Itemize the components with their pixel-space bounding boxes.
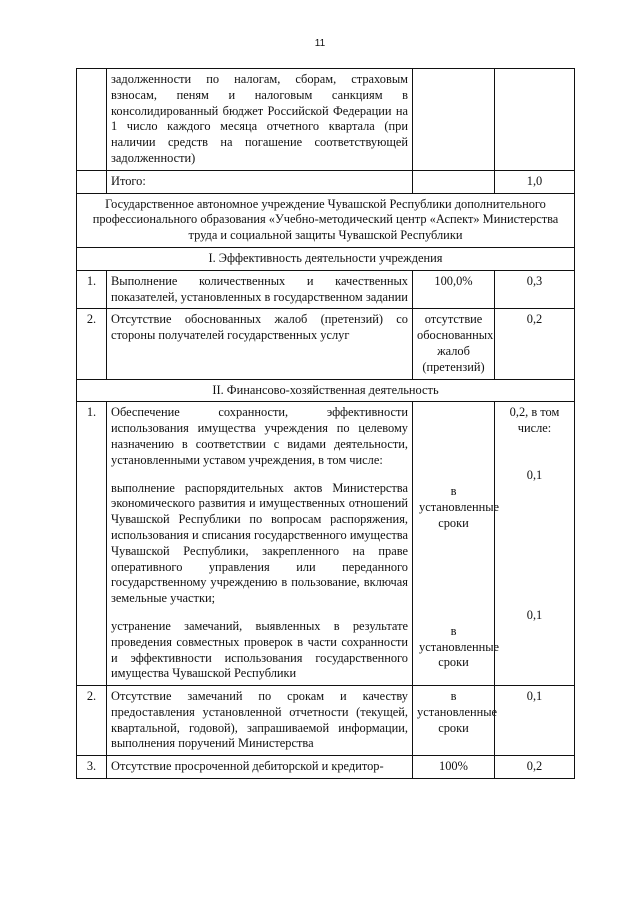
table-row-institution bbox=[77, 193, 575, 247]
target-value: в установленные сроки bbox=[413, 686, 495, 756]
target-cell bbox=[413, 402, 500, 686]
criterion-main-text: Обеспечение сохранности, эффективности использования имущества учреждения по целевому назначению в соответствии с видами деятельности, установленными уставом учреждения, в том числе: bbox=[111, 405, 408, 467]
table-row bbox=[77, 270, 575, 309]
weight-value: 0,2 bbox=[495, 756, 575, 779]
subcriterion-1-text: выполнение распорядительных актов Министерства экономического развития и имущественных отношений Чувашской Республики по вопросам распоряжения, использования и списания государственного имущества Чувашской Республики, закрепленного на праве оперативного управления или переданного государственному учреждению в пользование, включая земельные участки; bbox=[111, 480, 408, 606]
row-number-cell bbox=[77, 170, 107, 193]
row-number: 1. bbox=[77, 402, 107, 686]
weight-value: 0,1 bbox=[495, 686, 575, 756]
weight-cell bbox=[495, 69, 575, 171]
criterion-description: Отсутствие замечаний по срокам и качеству предоставления установленной отчетности (текущей, квартальной, годовой), запрашиваемой информации, выполнения поручений Министерства bbox=[107, 686, 413, 756]
table-row-section-1 bbox=[77, 247, 575, 270]
criterion-weight: 0,2, в том числе: bbox=[509, 405, 560, 436]
subcriterion-2-target: в установленные сроки bbox=[419, 623, 500, 670]
table-row-total bbox=[77, 170, 575, 193]
section-2-title: II. Финансово-хозяйственная деятельность bbox=[77, 379, 575, 402]
subcriterion-1-weight: 0,1 bbox=[526, 467, 543, 482]
criterion-description: Отсутствие просроченной дебиторской и кредитор- bbox=[107, 756, 413, 779]
target-cell bbox=[413, 69, 495, 171]
row-number-cell bbox=[77, 69, 107, 171]
subcriterion-2-text: устранение замечаний, выявленных в результате проведения совместных проверок в части сохранности и эффективности использования государственного имущества Чувашской Республики bbox=[111, 618, 408, 681]
weight-cell bbox=[495, 402, 575, 686]
total-value: 1,0 bbox=[495, 170, 575, 193]
table-row-continuation bbox=[77, 69, 575, 171]
subcriterion-1-target: в установленные сроки bbox=[419, 484, 500, 530]
table-row-section-2 bbox=[77, 379, 575, 402]
page-number: 11 bbox=[314, 38, 326, 49]
table-row bbox=[77, 402, 575, 686]
row-number: 2. bbox=[77, 309, 107, 379]
row-number: 2. bbox=[77, 686, 107, 756]
criterion-description: Выполнение количественных и качественных показателей, установленных в государственном задании bbox=[107, 270, 413, 309]
row-number: 3. bbox=[77, 756, 107, 779]
table-row bbox=[77, 756, 575, 779]
table-row bbox=[77, 309, 575, 379]
institution-name: Государственное автономное учреждение Чувашской Республики дополнительного профессионального образования «Учебно-методический центр «Аспект» Министерства труда и социальной защиты Чувашской Республики bbox=[77, 193, 575, 247]
criterion-description bbox=[107, 402, 413, 686]
weight-value: 0,2 bbox=[495, 309, 575, 379]
total-label: Итого: bbox=[107, 170, 413, 193]
table-row bbox=[77, 686, 575, 756]
subcriterion-2-weight: 0,1 bbox=[526, 607, 543, 622]
target-cell bbox=[413, 170, 495, 193]
criterion-description: Отсутствие обоснованных жалоб (претензий) со стороны получателей государственных услуг bbox=[107, 309, 413, 379]
weight-value: 0,3 bbox=[495, 270, 575, 309]
criteria-table bbox=[76, 68, 575, 779]
criterion-description: задолженности по налогам, сборам, страховым взносам, пеням и налоговым санкциям в консолидированный бюджет Российской Федерации на 1 число каждого месяца отчетного квартала (при наличии средств на погашение соответствующей задолженности) bbox=[107, 69, 413, 171]
target-value: 100,0% bbox=[413, 270, 495, 309]
target-value: отсутствие обоснованных жалоб (претензий) bbox=[413, 309, 495, 379]
target-value: 100% bbox=[413, 756, 495, 779]
row-number: 1. bbox=[77, 270, 107, 309]
section-1-title: I. Эффективность деятельности учреждения bbox=[77, 247, 575, 270]
